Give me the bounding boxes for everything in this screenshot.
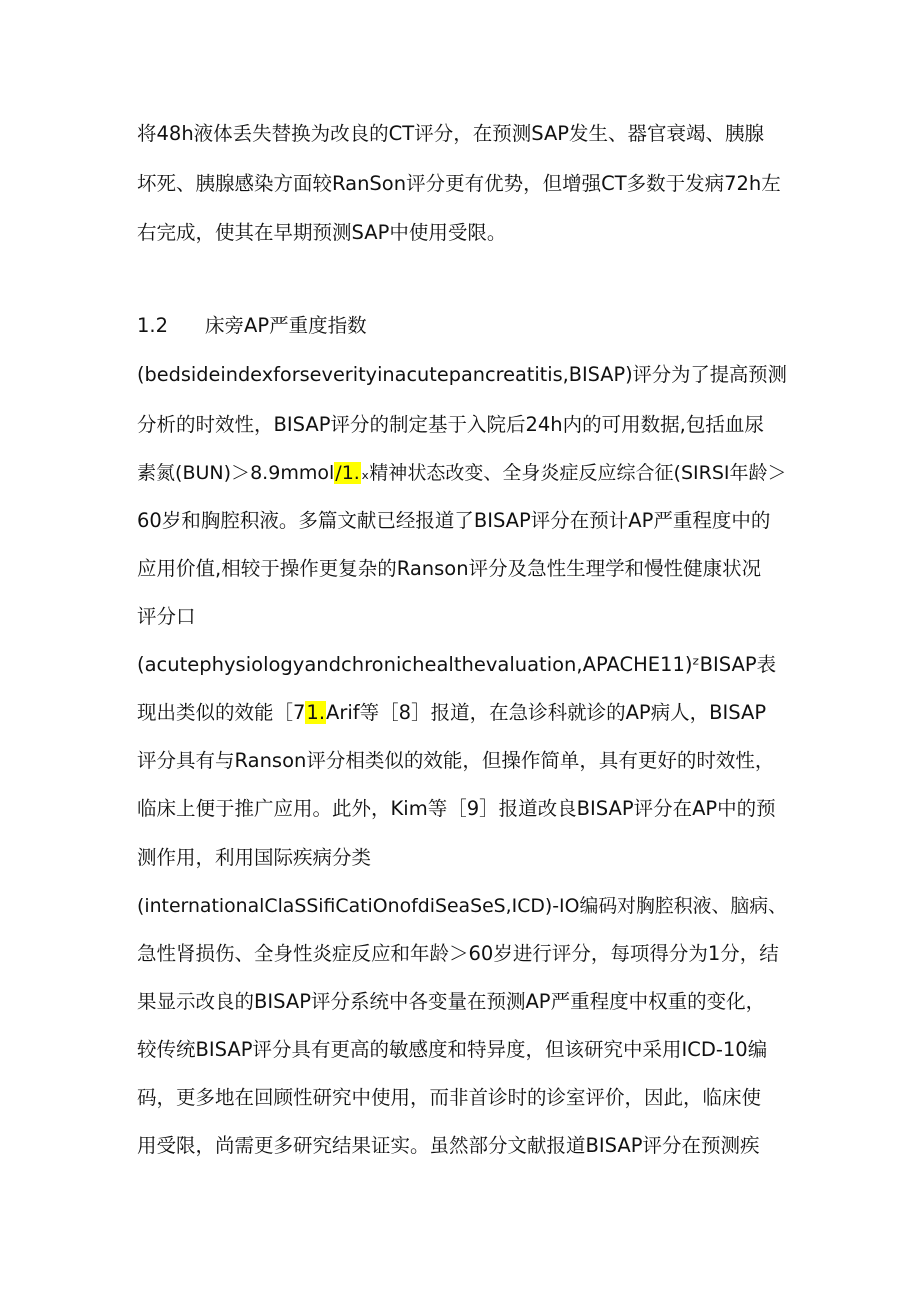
section-title: 床旁AP严重度指数 [205, 314, 367, 337]
paragraph2-line-12: (internationalClaSSifiCatiOnofdiSeaSeS,ICD)-IO编码对胸腔积液、脑病、 [137, 895, 787, 917]
paragraph2-line-9: 评分具有与Ranson评分相类似的效能，但操作简单，具有更好的时效性， [137, 749, 775, 772]
paragraph1-line-2: 坏死、胰腺感染方面较RanSon评分更有优势，但增强CT多数于发病72h左 [137, 172, 781, 195]
line8-text-before: 现出类似的效能［7 [137, 701, 306, 724]
paragraph1-line-1: 将48h液体丢失替换为改良的CT评分，在预测SAP发生、器官衰竭、胰腺 [137, 122, 765, 145]
highlighted-text: 1. [306, 701, 326, 724]
paragraph2-line-10: 临床上便于推广应用。此外，Kim等［9］报道改良BISAP评分在AP中的预 [137, 797, 776, 820]
paragraph2-line-14: 果显示改良的BISAP评分系统中各变量在预测AP严重程度中权重的变化， [137, 990, 766, 1013]
paragraph2-line-13: 急性肾损伤、全身性炎症反应和年龄＞60岁进行评分，每项得分为1分，结 [137, 942, 779, 965]
paragraph2-line-5: 应用价值,相较于操作更复杂的Ranson评分及急性生理学和慢性健康状况 [137, 557, 762, 580]
paragraph2-line-2: 分析的时效性，BISAP评分的制定基于入院后24h内的可用数据,包括血尿 [137, 413, 764, 436]
paragraph2-line-1: (bedsideindexforseverityinacutepancreatitis,BISAP)评分为了提高预测 [137, 363, 787, 386]
line8-text-after: Arif等［8］报道，在急诊科就诊的AP病人，BISAP [326, 701, 767, 724]
paragraph2-line-15: 较传统BISAP评分具有更高的敏感度和特异度，但该研究中采用ICD-10编 [137, 1038, 768, 1061]
paragraph2-line-8 [137, 701, 766, 725]
paragraph2-line-7: (acutephysiologyandchronichealthevaluation,APACHE11)ᶻBISAP表 [137, 653, 777, 676]
highlighted-text: /1. [335, 462, 360, 484]
paragraph2-line-6: 评分口 [137, 605, 196, 628]
line3-text-before: 素氮(BUN)＞8.9mmol [137, 462, 335, 484]
line3-text-after: ₓ精神状态改变、全身炎症反应综合征(SIRSI年龄＞ [360, 462, 787, 484]
section-number: 1.2 [137, 314, 169, 337]
paragraph2-line-4: 60岁和胸腔积液。多篇文献已经报道了BISAP评分在预计AP严重程度中的 [137, 509, 771, 532]
paragraph2-line-16: 码，更多地在回顾性研究中使用，而非首诊时的诊室评价，因此，临床使 [137, 1086, 762, 1109]
section-heading [137, 314, 367, 338]
paragraph2-line-11: 测作用，利用国际疾病分类 [137, 846, 372, 869]
paragraph1-line-3: 右完成，使其在早期预测SAP中使用受限。 [137, 221, 507, 244]
paragraph2-line-3 [137, 461, 787, 485]
paragraph2-line-17: 用受限，尚需更多研究结果证实。虽然部分文献报道BISAP评分在预测疾 [137, 1134, 760, 1157]
